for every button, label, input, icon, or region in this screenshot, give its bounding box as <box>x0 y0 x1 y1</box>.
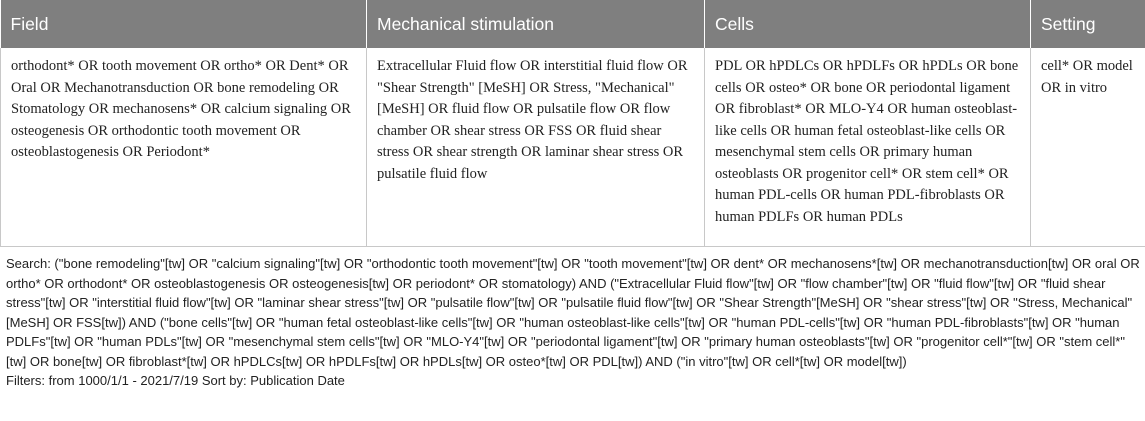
header-mechanical-stimulation: Mechanical stimulation <box>367 0 705 48</box>
table-footnote <box>6 254 1140 391</box>
cell-setting-terms: cell* OR model OR in vitro <box>1031 48 1145 246</box>
filters-text: Filters: from 1000/1/1 - 2021/7/19 Sort by: Publication Date <box>6 373 345 388</box>
cell-cells-terms: PDL OR hPDLCs OR hPDLFs OR hPDLs OR bone cells OR osteo* OR bone OR periodontal ligament OR fibroblast* OR MLO-Y4 OR human osteoblast-like cells OR human fetal osteoblast-like cells OR mesenchymal stem cells OR primary human osteoblasts OR progenitor cell* OR stem cell* OR human PDL-cells OR human PDL-fibroblasts OR human PDLFs OR human PDLs <box>705 48 1031 246</box>
header-field: Field <box>1 0 367 48</box>
header-cells: Cells <box>705 0 1031 48</box>
header-setting: Setting <box>1031 0 1145 48</box>
table-row <box>1 48 1145 246</box>
search-query-text: Search: ("bone remodeling"[tw] OR "calcium signaling"[tw] OR "orthodontic tooth movement"[tw] OR "tooth movement"[tw] OR dent* OR mechanosens*[tw] OR mechanotransduction[tw] OR oral OR ortho* OR orthodont* OR osteoblastogenesis OR osteogenesis[tw] OR periodont* OR stomatology) AND ("Extracellular Fluid flow"[tw] OR "flow chamber"[tw] OR "fluid flow"[tw] OR "fluid shear stress"[tw] OR "interstitial fluid flow"[tw] OR "laminar shear stress"[tw] OR "pulsatile flow"[tw] OR "pulsatile fluid flow"[tw] OR "Shear Strength"[MeSH] OR "shear stress"[tw] OR "Stress, Mechanical"[MeSH] OR FSS[tw]) AND ("bone cells"[tw] OR "human fetal osteoblast-like cells"[tw] OR "human osteoblast-like cells"[tw] OR "human PDL-cells"[tw] OR "human PDL-fibroblasts"[tw] OR "human PDLFs"[tw] OR "human PDLs"[tw] OR "mesenchymal stem cells"[tw] OR "MLO-Y4"[tw] OR "periodontal ligament"[tw] OR "primary human osteoblasts"[tw] OR "progenitor cell*"[tw] OR "stem cell*"[tw] OR bone[tw] OR fibroblast*[tw] OR hPDLCs[tw] OR hPDLFs[tw] OR hPDLs[tw] OR osteo*[tw] OR PDL[tw]) AND ("in vitro"[tw] OR cell*[tw] OR model[tw]) <box>6 256 1140 369</box>
table-header-row <box>1 0 1145 48</box>
cell-mechanical-stimulation-terms: Extracellular Fluid flow OR interstitial fluid flow OR "Shear Strength" [MeSH] OR Stress, "Mechanical" [MeSH] OR fluid flow OR pulsatile flow OR flow chamber OR shear stress OR FSS OR fluid shear stress OR shear strength OR laminar shear stress OR pulsatile fluid flow <box>367 48 705 246</box>
cell-field-terms: orthodont* OR tooth movement OR ortho* OR Dent* OR Oral OR Mechanotransduction OR bone remodeling OR Stomatology OR mechanosens* OR calcium signaling OR osteogenesis OR orthodontic tooth movement OR osteoblastogenesis OR Periodont* <box>1 48 367 246</box>
